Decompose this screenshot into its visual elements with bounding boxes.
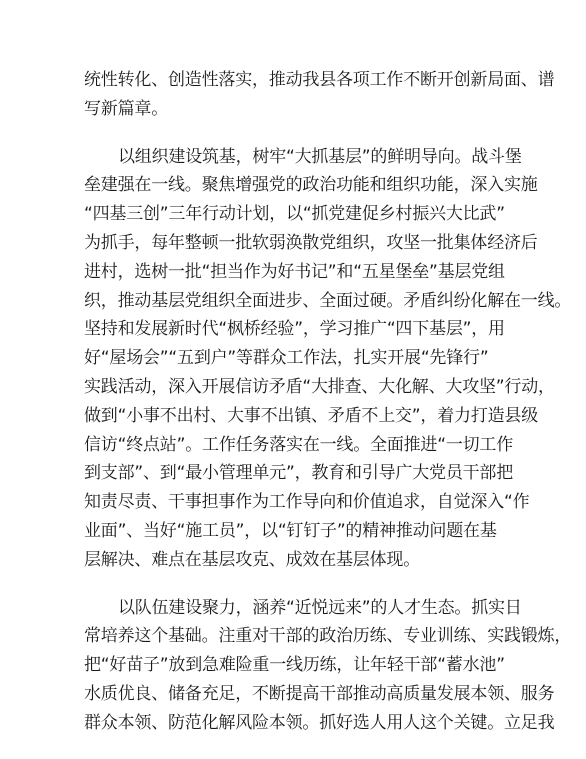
text-line: 织，推动基层党组织全面进步、全面过硬。矛盾纠纷化解在一线。 [84,290,572,311]
text-line: 把“好苗子”放到急难险重一线历练，让年轻干部“蓄水池” [84,655,505,676]
text-line: 为抓手，每年整顿一批软弱涣散党组织，攻坚一批集体经济后 [84,232,538,253]
paragraph-1 [84,66,555,124]
text-line: 实践活动，深入开展信访矛盾“大排查、大化解、大攻坚”行动， [84,376,555,397]
document-body [84,66,572,738]
text-line: 业面”、当好“施工员”，以“钉钉子”的精神推动问题在基 [84,520,497,541]
text-line: 群众本领、防范化解风险本领。抓好选人用人这个关键。立足我 [84,712,555,733]
text-line: 以组织建设筑基，树牢“大抓基层”的鲜明导向。战斗堡 [118,146,522,167]
text-line: 信访“终点站”。工作任务落实在一线。全面推进“一切工作 [84,434,514,455]
text-line: 常培养这个基础。注重对干部的政治历练、专业训练、实践锻炼， [84,626,572,647]
text-line: 层解决、难点在基层攻克、成效在基层体现。 [84,549,420,570]
text-line: 垒建强在一线。聚焦增强党的政治功能和组织功能，深入实施 [84,175,538,196]
text-line: 写新篇章。 [84,98,168,119]
text-line: “四基三创”三年行动计划，以“抓党建促乡村振兴大比武” [84,204,505,225]
text-line: 知责尽责、干事担事作为工作导向和价值追求，自觉深入“作 [84,492,530,513]
text-line: 进村，选树一批“担当作为好书记”和“五星堡垒”基层党组 [84,261,505,282]
text-line: 好“屋场会”“五到户”等群众工作法，扎实开展“先锋行” [84,348,489,369]
text-line: 坚持和发展新时代“枫桥经验”，学习推广“四下基层”，用 [84,319,505,340]
text-line: 统性转化、创造性落实，推动我县各项工作不断开创新局面、谱 [84,70,555,90]
text-line: 以队伍建设聚力，涵养“近悦远来”的人才生态。抓实日 [118,597,522,618]
paragraph-2 [84,143,572,575]
text-line: 做到“小事不出村、大事不出镇、矛盾不上交”，着力打造县级 [84,405,539,426]
text-line: 到支部”、到“最小管理单元”，教育和引导广大党员干部把 [84,463,514,484]
paragraph-3 [84,594,572,738]
text-line: 水质优良、储备充足，不断提高干部推动高质量发展本领、服务 [84,683,555,704]
